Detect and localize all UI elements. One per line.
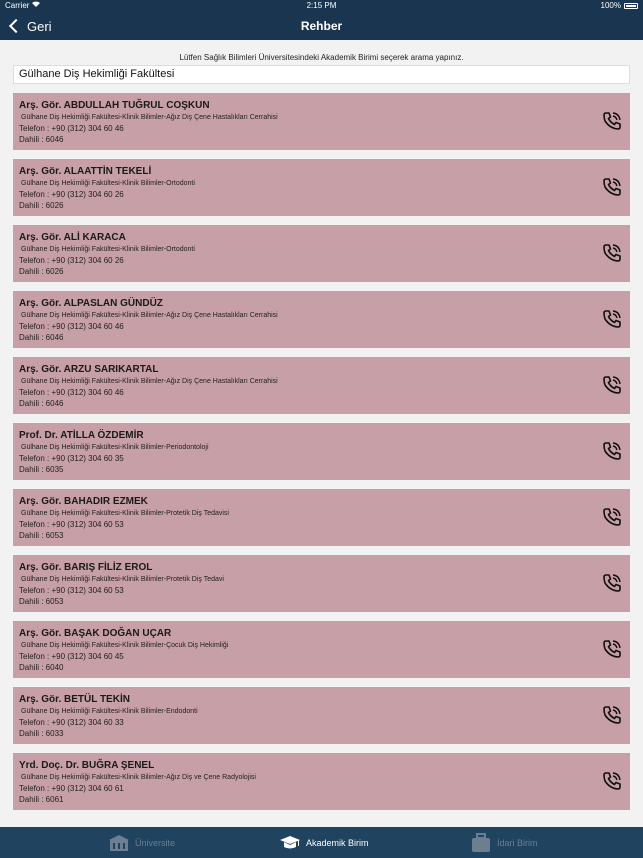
instruction-text: Lütfen Sağlık Bilimleri Üniversitesindeki Akademik Birimi seçerek arama yapınız. <box>179 53 464 62</box>
contact-extension: Dahili : 6035 <box>19 465 64 474</box>
contact-phone: Telefon : +90 (312) 304 60 46 <box>19 124 124 133</box>
contact-name: Yrd. Doç. Dr. BUĞRA ŞENEL <box>19 760 155 771</box>
chevron-left-icon <box>9 19 23 33</box>
contact-department: Gülhane Diş Hekimliği Fakültesi-Klinik Bilimler-Endodonti <box>21 708 198 715</box>
contact-extension: Dahili : 6026 <box>19 201 64 210</box>
faculty-select-field[interactable]: Gülhane Diş Hekimliği Fakültesi <box>13 65 630 84</box>
contact-extension: Dahili : 6046 <box>19 135 64 144</box>
contact-extension: Dahili : 6046 <box>19 333 64 342</box>
back-label: Geri <box>27 18 52 34</box>
contact-department: Gülhane Diş Hekimliği Fakültesi-Klinik Bilimler-Çocuk Diş Hekimliği <box>21 642 229 649</box>
contact-phone: Telefon : +90 (312) 304 60 26 <box>19 190 124 199</box>
contact-card[interactable] <box>13 225 630 282</box>
contact-extension: Dahili : 6061 <box>19 795 64 804</box>
contact-card[interactable] <box>13 357 630 414</box>
contact-phone: Telefon : +90 (312) 304 60 45 <box>19 652 124 661</box>
contact-name: Arş. Gör. ALPASLAN GÜNDÜZ <box>19 298 163 309</box>
contact-phone: Telefon : +90 (312) 304 60 53 <box>19 520 124 529</box>
contact-card[interactable] <box>13 687 630 744</box>
contact-card[interactable] <box>13 159 630 216</box>
contact-name: Arş. Gör. ABDULLAH TUĞRUL COŞKUN <box>19 100 210 111</box>
contact-extension: Dahili : 6033 <box>19 729 64 738</box>
contact-phone: Telefon : +90 (312) 304 60 33 <box>19 718 124 727</box>
contact-name: Arş. Gör. BETÜL TEKİN <box>19 694 130 705</box>
contact-department: Gülhane Diş Hekimliği Fakültesi-Klinik Bilimler-Protetik Diş Tedavi <box>21 576 224 583</box>
phone-call-icon[interactable] <box>602 441 622 461</box>
contact-phone: Telefon : +90 (312) 304 60 26 <box>19 256 124 265</box>
tab-universite[interactable] <box>108 827 175 858</box>
briefcase-icon <box>470 833 492 853</box>
phone-call-icon[interactable] <box>602 507 622 527</box>
contact-card[interactable] <box>13 753 630 810</box>
contact-department: Gülhane Diş Hekimliği Fakültesi-Klinik Bilimler-Protetik Diş Tedavisi <box>21 510 229 517</box>
phone-call-icon[interactable] <box>602 243 622 263</box>
contact-department: Gülhane Diş Hekimliği Fakültesi-Klinik Bilimler-Ağız Diş Çene Hastalıkları Cerrahisi <box>21 312 278 319</box>
battery-icon <box>624 3 638 9</box>
contact-name: Arş. Gör. ALİ KARACA <box>19 232 126 243</box>
contact-card[interactable] <box>13 423 630 480</box>
contact-card[interactable] <box>13 489 630 546</box>
status-bar <box>0 0 643 12</box>
back-button[interactable] <box>8 16 52 36</box>
contact-name: Arş. Gör. BARIŞ FİLİZ EROL <box>19 562 153 573</box>
tab-idari-birim[interactable] <box>470 827 538 858</box>
tab-label: Akademik Birim <box>306 837 369 848</box>
phone-call-icon[interactable] <box>602 309 622 329</box>
phone-call-icon[interactable] <box>602 771 622 791</box>
tab-bar <box>0 827 643 858</box>
phone-call-icon[interactable] <box>602 111 622 131</box>
contact-name: Prof. Dr. ATİLLA ÖZDEMİR <box>19 430 144 441</box>
contact-extension: Dahili : 6053 <box>19 597 64 606</box>
carrier-label: Carrier <box>5 1 30 10</box>
contact-list <box>13 93 630 819</box>
phone-call-icon[interactable] <box>602 177 622 197</box>
tab-akademik-birim[interactable] <box>279 827 369 858</box>
contact-name: Arş. Gör. BAŞAK DOĞAN UÇAR <box>19 628 172 639</box>
phone-call-icon[interactable] <box>602 573 622 593</box>
nav-bar <box>0 12 643 40</box>
contact-phone: Telefon : +90 (312) 304 60 35 <box>19 454 124 463</box>
contact-extension: Dahili : 6026 <box>19 267 64 276</box>
contact-department: Gülhane Diş Hekimliği Fakültesi-Klinik Bilimler-Ağız Diş Çene Hastalıkları Cerrahisi <box>21 378 278 385</box>
contact-department: Gülhane Diş Hekimliği Fakültesi-Klinik Bilimler-Ortodonti <box>21 180 195 187</box>
contact-card[interactable] <box>13 93 630 150</box>
page-title: Rehber <box>300 19 343 33</box>
contact-name: Arş. Gör. ARZU SARIKARTAL <box>19 364 159 375</box>
contact-card[interactable] <box>13 555 630 612</box>
contact-extension: Dahili : 6046 <box>19 399 64 408</box>
contact-card[interactable] <box>13 621 630 678</box>
contact-extension: Dahili : 6053 <box>19 531 64 540</box>
phone-call-icon[interactable] <box>602 375 622 395</box>
phone-call-icon[interactable] <box>602 705 622 725</box>
contact-department: Gülhane Diş Hekimliği Fakültesi-Klinik Bilimler-Ortodonti <box>21 246 195 253</box>
contact-name: Arş. Gör. BAHADIR EZMEK <box>19 496 148 507</box>
contact-phone: Telefon : +90 (312) 304 60 53 <box>19 586 124 595</box>
tab-label: Üniversite <box>135 837 176 848</box>
contact-phone: Telefon : +90 (312) 304 60 46 <box>19 322 124 331</box>
contact-name: Arş. Gör. ALAATTİN TEKELİ <box>19 166 152 177</box>
graduation-cap-icon <box>279 835 301 851</box>
contact-department: Gülhane Diş Hekimliği Fakültesi-Klinik Bilimler-Ağız Diş Çene Hastalıkları Cerrahisi <box>21 114 278 121</box>
tab-label: İdari Birim <box>497 837 538 848</box>
contact-phone: Telefon : +90 (312) 304 60 46 <box>19 388 124 397</box>
contact-department: Gülhane Diş Hekimliği Fakültesi-Klinik Bilimler-Ağız Diş ve Çene Radyolojisi <box>21 774 256 781</box>
battery-percent: 100% <box>600 1 621 10</box>
building-icon <box>108 834 130 852</box>
contact-department: Gülhane Diş Hekimliği Fakültesi-Klinik Bilimler-Periodontoloji <box>21 444 209 451</box>
contact-card[interactable] <box>13 291 630 348</box>
status-time: 2:15 PM <box>306 1 337 10</box>
contact-extension: Dahili : 6040 <box>19 663 64 672</box>
contact-phone: Telefon : +90 (312) 304 60 61 <box>19 784 124 793</box>
phone-call-icon[interactable] <box>602 639 622 659</box>
